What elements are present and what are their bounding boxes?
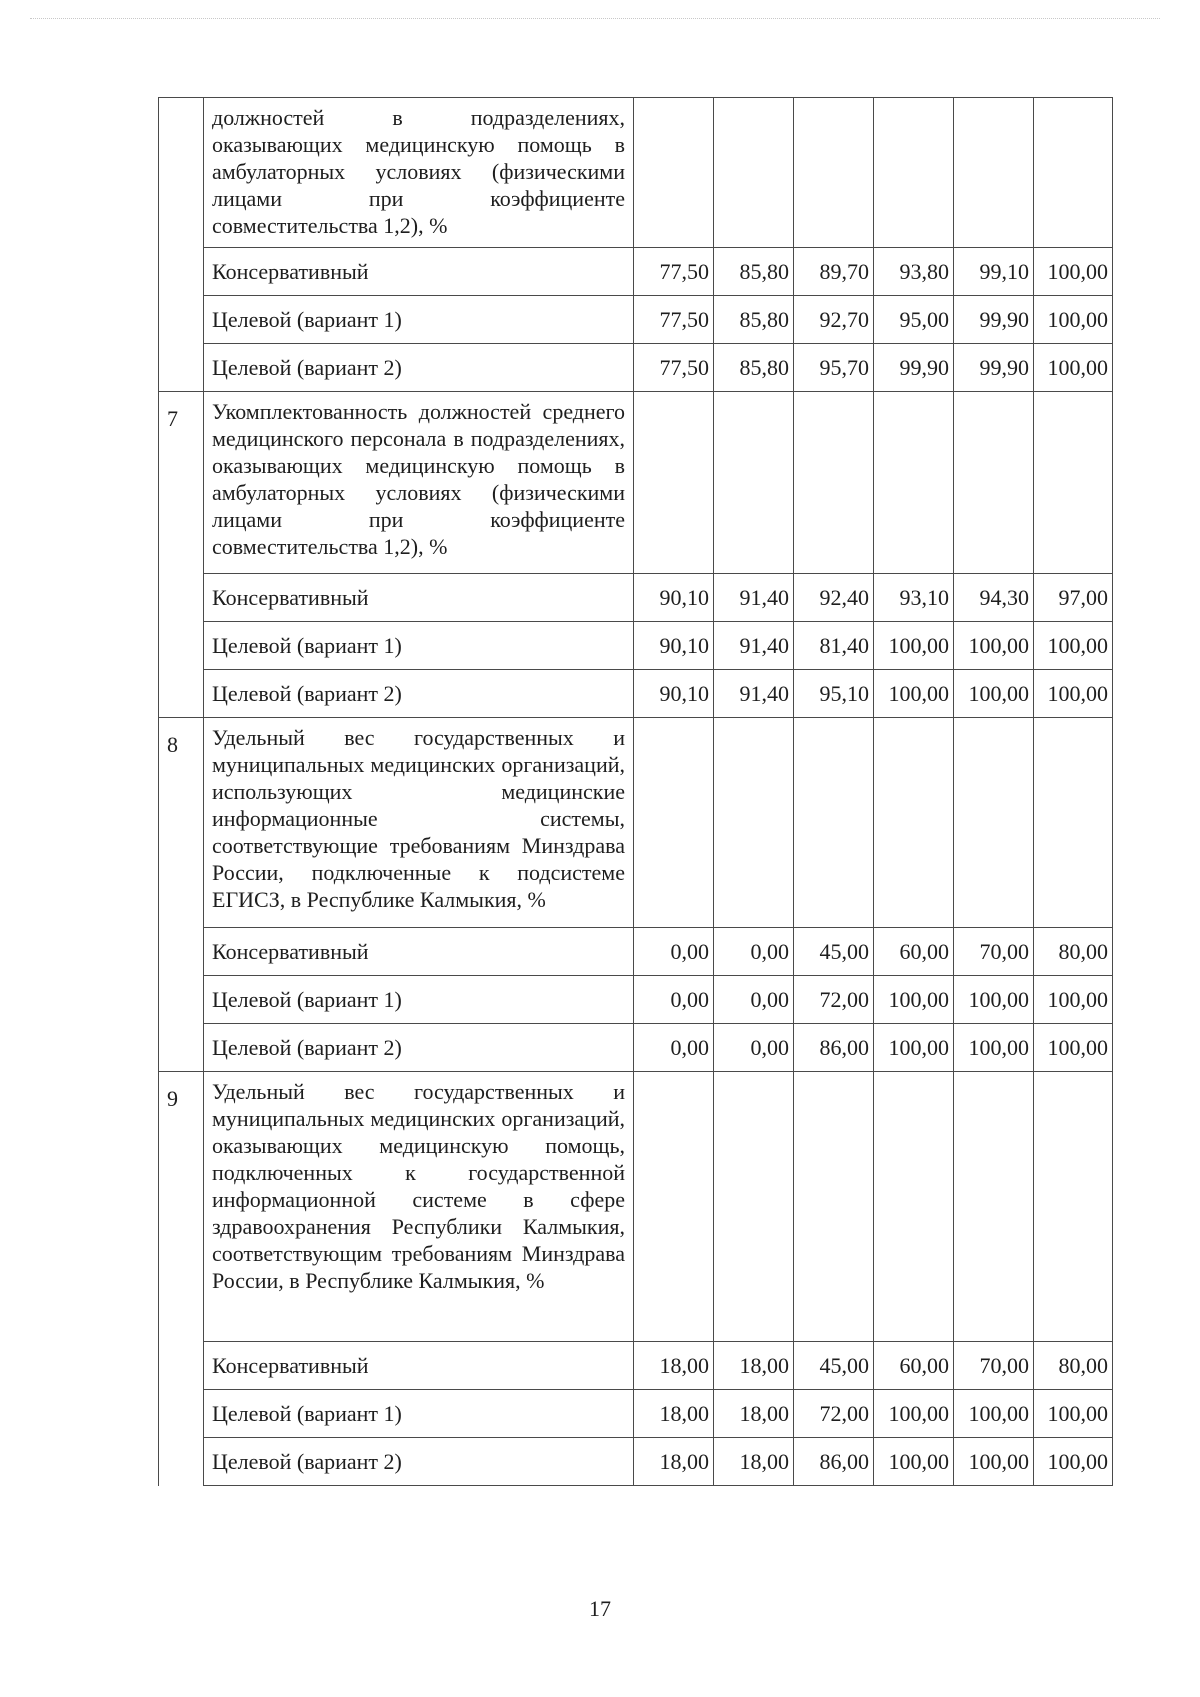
- value-cell: 100,00: [954, 1390, 1034, 1438]
- value-cell: 18,00: [714, 1342, 794, 1390]
- variant-label: Целевой (вариант 1): [204, 622, 634, 670]
- empty-value-cell: [634, 718, 714, 928]
- value-cell: 18,00: [634, 1390, 714, 1438]
- value-cell: 99,10: [954, 248, 1034, 296]
- value-cell: 90,10: [634, 622, 714, 670]
- value-cell: 81,40: [794, 622, 874, 670]
- value-cell: 72,00: [794, 1390, 874, 1438]
- empty-value-cell: [954, 1072, 1034, 1342]
- empty-value-cell: [794, 392, 874, 574]
- value-cell: 100,00: [1034, 344, 1113, 392]
- empty-value-cell: [714, 718, 794, 928]
- indicator-description: Удельный вес государственных и муниципальных медицинских организаций, оказывающих медицинскую помощь, подключенных к государственной информационной системе в сфере здравоохранения Республики Калмыкия, соответствующим требованиям Минздрава России, в Республике Калмыкия, %: [204, 1072, 634, 1342]
- value-cell: 100,00: [874, 976, 954, 1024]
- value-cell: 0,00: [634, 976, 714, 1024]
- indicators-table: [158, 97, 1113, 1486]
- indicator-number: 8: [159, 718, 204, 1072]
- value-cell: 80,00: [1034, 928, 1113, 976]
- value-cell: 100,00: [874, 670, 954, 718]
- scan-artifact-line: [30, 18, 1160, 19]
- indicator-description: должностей в подразделениях, оказывающих медицинскую помощь в амбулаторных условиях (физическими лицами при коэффициенте совместительства 1,2), %: [204, 98, 634, 248]
- empty-value-cell: [794, 1072, 874, 1342]
- variant-label: Целевой (вариант 2): [204, 670, 634, 718]
- indicator-header-row: [159, 392, 1113, 574]
- value-cell: 0,00: [634, 928, 714, 976]
- value-cell: 85,80: [714, 344, 794, 392]
- value-cell: 77,50: [634, 248, 714, 296]
- value-cell: 45,00: [794, 928, 874, 976]
- value-cell: 95,70: [794, 344, 874, 392]
- empty-value-cell: [1034, 718, 1113, 928]
- empty-value-cell: [1034, 98, 1113, 248]
- empty-value-cell: [954, 392, 1034, 574]
- value-cell: 100,00: [1034, 296, 1113, 344]
- empty-value-cell: [794, 98, 874, 248]
- value-cell: 60,00: [874, 928, 954, 976]
- value-cell: 100,00: [954, 670, 1034, 718]
- empty-value-cell: [874, 1072, 954, 1342]
- variant-row: [159, 1024, 1113, 1072]
- empty-value-cell: [634, 98, 714, 248]
- variant-row: [159, 296, 1113, 344]
- value-cell: 77,50: [634, 344, 714, 392]
- variant-label: Целевой (вариант 1): [204, 976, 634, 1024]
- variant-label: Целевой (вариант 1): [204, 296, 634, 344]
- value-cell: 0,00: [714, 976, 794, 1024]
- value-cell: 100,00: [874, 1024, 954, 1072]
- value-cell: 95,00: [874, 296, 954, 344]
- value-cell: 100,00: [954, 1438, 1034, 1486]
- indicators-table-body: [159, 98, 1113, 1486]
- value-cell: 86,00: [794, 1024, 874, 1072]
- value-cell: 100,00: [874, 1438, 954, 1486]
- variant-row: [159, 1390, 1113, 1438]
- indicator-number: 9: [159, 1072, 204, 1486]
- value-cell: 93,80: [874, 248, 954, 296]
- value-cell: 60,00: [874, 1342, 954, 1390]
- value-cell: 100,00: [1034, 976, 1113, 1024]
- value-cell: 91,40: [714, 574, 794, 622]
- value-cell: 80,00: [1034, 1342, 1113, 1390]
- variant-label: Целевой (вариант 2): [204, 344, 634, 392]
- value-cell: 92,70: [794, 296, 874, 344]
- variant-row: [159, 928, 1113, 976]
- variant-label: Целевой (вариант 1): [204, 1390, 634, 1438]
- empty-value-cell: [954, 98, 1034, 248]
- indicator-header-row: [159, 98, 1113, 248]
- value-cell: 99,90: [954, 344, 1034, 392]
- page-number: 17: [589, 1596, 611, 1621]
- value-cell: 100,00: [1034, 1390, 1113, 1438]
- value-cell: 86,00: [794, 1438, 874, 1486]
- value-cell: 97,00: [1034, 574, 1113, 622]
- value-cell: 90,10: [634, 670, 714, 718]
- empty-value-cell: [714, 392, 794, 574]
- value-cell: 100,00: [1034, 248, 1113, 296]
- value-cell: 0,00: [634, 1024, 714, 1072]
- indicator-header-row: [159, 1072, 1113, 1342]
- variant-label: Консервативный: [204, 248, 634, 296]
- value-cell: 99,90: [954, 296, 1034, 344]
- value-cell: 100,00: [1034, 670, 1113, 718]
- variant-row: [159, 248, 1113, 296]
- indicator-header-row: [159, 718, 1113, 928]
- variant-label: Консервативный: [204, 574, 634, 622]
- value-cell: 95,10: [794, 670, 874, 718]
- empty-value-cell: [714, 98, 794, 248]
- value-cell: 70,00: [954, 1342, 1034, 1390]
- value-cell: 85,80: [714, 248, 794, 296]
- value-cell: 0,00: [714, 1024, 794, 1072]
- indicator-number: [159, 98, 204, 392]
- value-cell: 77,50: [634, 296, 714, 344]
- value-cell: 18,00: [634, 1342, 714, 1390]
- value-cell: 94,30: [954, 574, 1034, 622]
- value-cell: 91,40: [714, 622, 794, 670]
- value-cell: 100,00: [1034, 1024, 1113, 1072]
- empty-value-cell: [1034, 392, 1113, 574]
- value-cell: 100,00: [874, 1390, 954, 1438]
- variant-label: Консервативный: [204, 928, 634, 976]
- value-cell: 72,00: [794, 976, 874, 1024]
- variant-row: [159, 976, 1113, 1024]
- empty-value-cell: [874, 718, 954, 928]
- value-cell: 100,00: [954, 976, 1034, 1024]
- empty-value-cell: [874, 392, 954, 574]
- value-cell: 100,00: [1034, 622, 1113, 670]
- variant-row: [159, 1438, 1113, 1486]
- empty-value-cell: [714, 1072, 794, 1342]
- value-cell: 18,00: [714, 1390, 794, 1438]
- empty-value-cell: [954, 718, 1034, 928]
- value-cell: 18,00: [714, 1438, 794, 1486]
- value-cell: 100,00: [954, 622, 1034, 670]
- value-cell: 85,80: [714, 296, 794, 344]
- indicator-description: Удельный вес государственных и муниципальных медицинских организаций, использующих медицинские информационные системы, соответствующие требованиям Минздрава России, подключенные к подсистеме ЕГИСЗ, в Республике Калмыкия, %: [204, 718, 634, 928]
- value-cell: 45,00: [794, 1342, 874, 1390]
- variant-label: Целевой (вариант 2): [204, 1438, 634, 1486]
- empty-value-cell: [794, 718, 874, 928]
- empty-value-cell: [1034, 1072, 1113, 1342]
- value-cell: 100,00: [874, 622, 954, 670]
- empty-value-cell: [634, 392, 714, 574]
- value-cell: 70,00: [954, 928, 1034, 976]
- empty-value-cell: [874, 98, 954, 248]
- value-cell: 90,10: [634, 574, 714, 622]
- variant-row: [159, 1342, 1113, 1390]
- variant-label: Целевой (вариант 2): [204, 1024, 634, 1072]
- value-cell: 18,00: [634, 1438, 714, 1486]
- variant-row: [159, 622, 1113, 670]
- variant-row: [159, 344, 1113, 392]
- empty-value-cell: [634, 1072, 714, 1342]
- value-cell: 99,90: [874, 344, 954, 392]
- value-cell: 0,00: [714, 928, 794, 976]
- value-cell: 89,70: [794, 248, 874, 296]
- variant-row: [159, 670, 1113, 718]
- variant-label: Консервативный: [204, 1342, 634, 1390]
- value-cell: 100,00: [954, 1024, 1034, 1072]
- value-cell: 93,10: [874, 574, 954, 622]
- value-cell: 100,00: [1034, 1438, 1113, 1486]
- indicator-description: Укомплектованность должностей среднего медицинского персонала в подразделениях, оказывающих медицинскую помощь в амбулаторных условиях (физическими лицами при коэффициенте совместительства 1,2), %: [204, 392, 634, 574]
- value-cell: 92,40: [794, 574, 874, 622]
- variant-row: [159, 574, 1113, 622]
- indicator-number: 7: [159, 392, 204, 718]
- value-cell: 91,40: [714, 670, 794, 718]
